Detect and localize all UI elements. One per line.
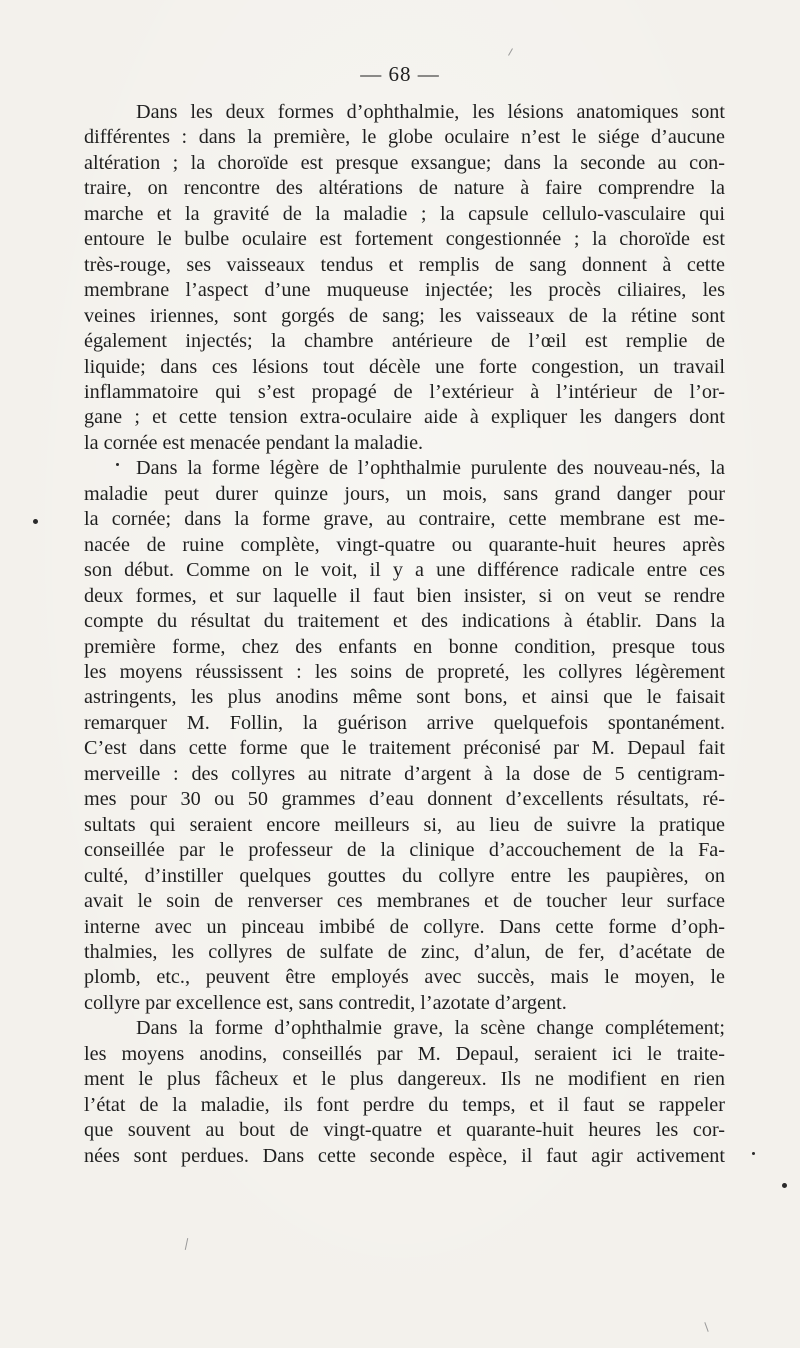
text-line: la cornée est menacée pendant la maladie. [84,431,424,454]
text-line: veines iriennes, sont gorgés de sang; les vaisseaux de la rétine sont [84,304,725,327]
ink-speck [752,1152,755,1155]
text-line: mes pour 30 ou 50 grammes d’eau donnent d’excellents résultats, ré- [84,788,725,811]
text-line: Dans la forme légère de l’ophthalmie purulente des nouveau-nés, la [136,457,725,480]
text-line: Dans la forme d’ophthalmie grave, la scène change complétement; [136,1017,725,1040]
text-line: merveille : des collyres au nitrate d’argent à la dose de 5 centigram- [84,762,725,785]
text-line: nacée de ruine complète, vingt-quatre ou quarante-huit heures après [84,533,725,556]
scan-mark [704,1322,708,1332]
text-line: différentes : dans la première, le globe oculaire n’est le siége d’aucune [84,126,725,149]
text-line: collyre par excellence est, sans contredit, l’azotate d’argent. [84,991,567,1014]
text-line: l’état de la maladie, ils font perdre du temps, et il faut se rappeler [84,1093,725,1116]
text-line: sultats qui seraient encore meilleurs si, au lieu de suivre la pratique [84,813,725,836]
text-line: la cornée; dans la forme grave, au contraire, cette membrane est me- [84,508,725,531]
paragraph-1 [84,100,725,456]
text-line: altération ; la choroïde est presque exsangue; dans la seconde au con- [84,151,725,174]
text-line: compte du résultat du traitement et des indications à établir. Dans la [84,610,725,633]
text-line: thalmies, les collyres de sulfate de zinc, d’alun, de fer, d’acétate de [84,940,725,963]
text-line: ment le plus fâcheux et le plus dangereux. Ils ne modifient en rien [84,1068,725,1091]
paragraph-3 [84,1016,725,1169]
text-line: remarquer M. Follin, la guérison arrive quelquefois spontanément. [84,711,725,734]
text-line: traire, on rencontre des altérations de nature à faire comprendre la [84,177,725,200]
text-line: très-rouge, ses vaisseaux tendus et remplis de sang donnent à cette [84,253,725,276]
text-line: première forme, chez des enfants en bonne condition, presque tous [84,635,725,658]
scan-mark [185,1238,188,1250]
text-line: conseillée par le professeur de la clinique d’accouchement de la Fa- [84,839,725,862]
body-text [84,100,725,1169]
text-line: nées sont perdues. Dans cette seconde espèce, il faut agir activement [84,1144,725,1167]
text-line: astringents, les plus anodins même sont bons, et ainsi que le faisait [84,686,725,709]
ink-speck [782,1183,787,1188]
text-line: les moyens réussissent : les soins de propreté, les collyres légèrement [84,660,725,683]
paragraph-2 [84,456,725,1016]
text-line: interne avec un pinceau imbibé de collyre. Dans cette forme d’oph- [84,915,725,938]
text-line: C’est dans cette forme que le traitement préconisé par M. Depaul fait [84,737,725,760]
text-line: Dans les deux formes d’ophthalmie, les lésions anatomiques sont [136,101,725,123]
text-line: entoure le bulbe oculaire est fortement congestionnée ; la choroïde est [84,228,725,251]
text-line: deux formes, et sur laquelle il faut bien insister, si on veut se rendre [84,584,725,607]
page-number: — 68 — [360,62,440,86]
text-line: inflammatoire qui s’est propagé de l’extérieur à l’intérieur de l’or- [84,380,725,403]
text-line: les moyens anodins, conseillés par M. Depaul, seraient ici le traite- [84,1042,725,1065]
text-line: que souvent au bout de vingt-quatre et quarante-huit heures les cor- [84,1119,725,1142]
ink-speck [33,519,38,524]
text-line: gane ; et cette tension extra-oculaire aide à expliquer les dangers dont [84,406,725,429]
scan-mark [508,48,513,55]
text-line: maladie peut durer quinze jours, un mois, sans grand danger pour [84,482,725,505]
text-line: plomb, etc., peuvent être employés avec succès, mais le moyen, le [84,966,725,989]
text-line: membrane l’aspect d’une muqueuse injectée; les procès ciliaires, les [84,279,725,302]
ink-speck [116,463,119,466]
text-line: liquide; dans ces lésions tout décèle une forte congestion, un travail [84,355,725,378]
text-line: avait le soin de renverser ces membranes et de toucher leur surface [84,890,725,913]
text-line: marche et la gravité de la maladie ; la capsule cellulo-vasculaire qui [84,202,725,225]
text-line: culté, d’instiller quelques gouttes du collyre entre les paupières, on [84,864,725,887]
text-line: également injectés; la chambre antérieure de l’œil est remplie de [84,330,725,353]
text-line: son début. Comme on le voit, il y a une différence radicale entre ces [84,559,725,582]
